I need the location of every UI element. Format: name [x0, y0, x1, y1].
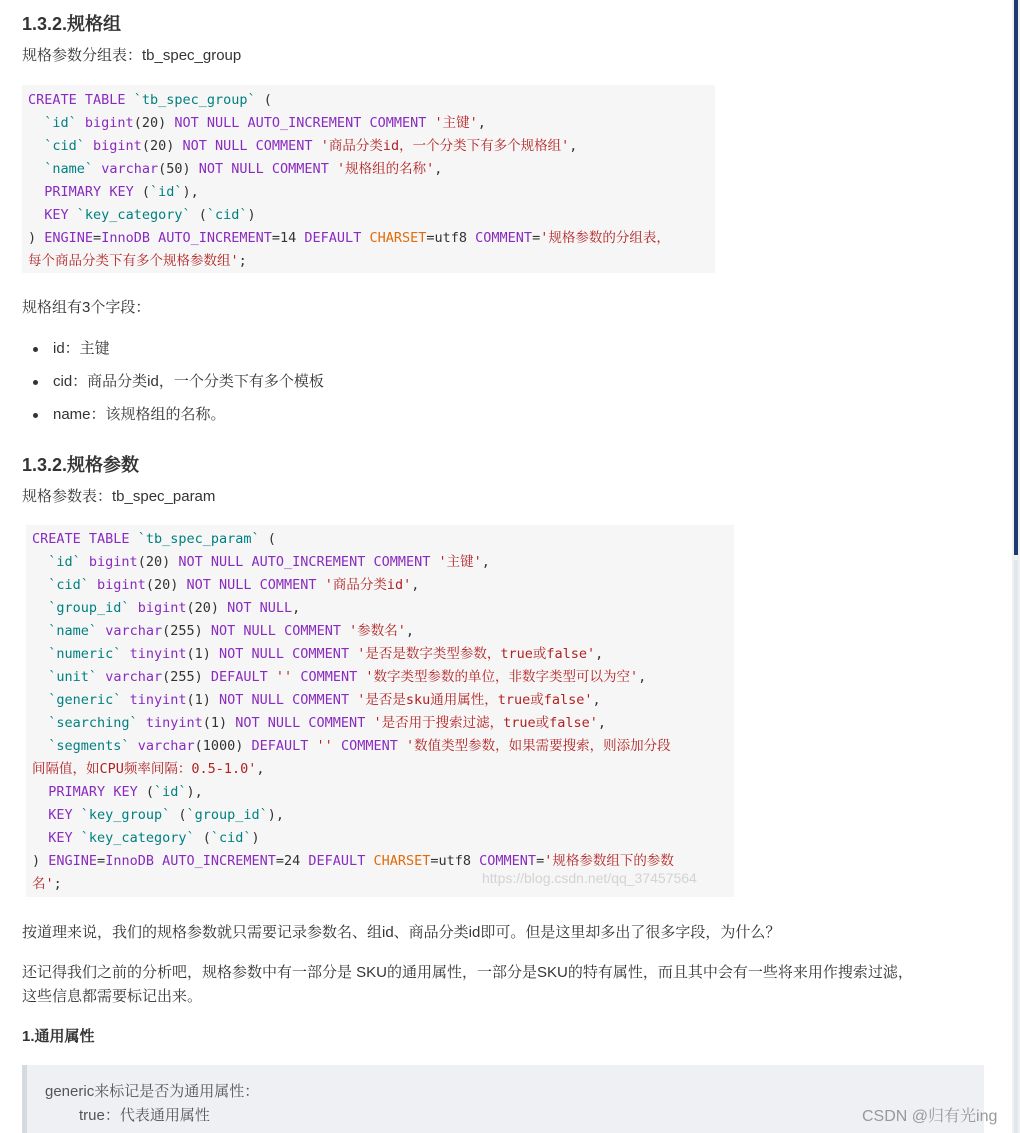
- list-item: cid：商品分类id，一个分类下有多个模板: [22, 371, 324, 393]
- quote-line: true：代表通用属性: [79, 1107, 210, 1124]
- code-line: `generic` tinyint(1) NOT NULL COMMENT '是否是sku通用属性，true或false',: [48, 692, 601, 708]
- code-line: KEY `key_category` (`cid`): [44, 207, 256, 223]
- code-line: 名';: [32, 876, 62, 892]
- fields-intro: 规格组有3个字段：: [22, 299, 151, 316]
- paragraph-sku-attributes-line1: 还记得我们之前的分析吧，规格参数中有一部分是 SKU的通用属性，一部分是SKU的特有属性，而且其中会有一些将来用作搜索过滤，: [22, 964, 913, 981]
- code-line: `id` bigint(20) NOT NULL AUTO_INCREMENT COMMENT '主键',: [48, 554, 490, 570]
- section-heading-generic: 1.通用属性: [22, 1028, 95, 1045]
- code-line: KEY `key_group` (`group_id`),: [48, 807, 285, 823]
- scrollbar[interactable]: [1012, 0, 1020, 1133]
- url-watermark: https://blog.csdn.net/qq_37457564: [482, 870, 697, 886]
- code-line: PRIMARY KEY (`id`),: [48, 784, 203, 800]
- code-line: `cid` bigint(20) NOT NULL COMMENT '商品分类id',: [48, 577, 420, 593]
- code-line: PRIMARY KEY (`id`),: [44, 184, 199, 200]
- code-line: 每个商品分类下有多个规格参数组';: [28, 253, 247, 269]
- code-block-spec-param: [26, 525, 734, 897]
- code-line: ) ENGINE=InnoDB AUTO_INCREMENT=14 DEFAULT CHARSET=utf8 COMMENT='规格参数的分组表，: [28, 230, 670, 246]
- code-line: `group_id` bigint(20) NOT NULL,: [48, 600, 301, 616]
- scrollbar-thumb[interactable]: [1014, 0, 1018, 555]
- code-line: CREATE TABLE `tb_spec_param` (: [32, 531, 276, 547]
- code-line: `unit` varchar(255) DEFAULT '' COMMENT '数字类型参数的单位，非数字类型可以为空',: [48, 669, 647, 685]
- code-line: CREATE TABLE `tb_spec_group` (: [28, 92, 272, 108]
- paragraph-sku-attributes-line2: 这些信息都需要标记出来。: [22, 988, 203, 1005]
- section-heading-spec-group: 1.3.2.规格组: [22, 14, 122, 34]
- code-line: ) ENGINE=InnoDB AUTO_INCREMENT=24 DEFAULT CHARSET=utf8 COMMENT='规格参数组下的参数: [32, 853, 674, 869]
- scrollbar-track: [1014, 560, 1018, 1133]
- table-intro-spec-group: 规格参数分组表：tb_spec_group: [22, 47, 242, 64]
- code-line: 间隔值，如CPU频率间隔：0.5-1.0',: [32, 761, 265, 777]
- code-block-spec-group: [22, 85, 715, 273]
- code-line: `numeric` tinyint(1) NOT NULL COMMENT '是否是数字类型参数，true或false',: [48, 646, 604, 662]
- code-line: `segments` varchar(1000) DEFAULT '' COMMENT '数值类型参数，如果需要搜索，则添加分段: [48, 738, 671, 754]
- blockquote-generic: [22, 1065, 984, 1133]
- code-line: `id` bigint(20) NOT NULL AUTO_INCREMENT COMMENT '主键',: [44, 115, 486, 131]
- code-line: `name` varchar(255) NOT NULL COMMENT '参数名',: [48, 623, 415, 639]
- paragraph-why-fields: 按道理来说，我们的规格参数就只需要记录参数名、组id、商品分类id即可。但是这里却多出了很多字段，为什么？: [22, 924, 781, 941]
- csdn-watermark: CSDN @归有光ing: [862, 1108, 998, 1125]
- table-intro-spec-param: 规格参数表：tb_spec_param: [22, 488, 216, 505]
- section-heading-spec-param: 1.3.2.规格参数: [22, 455, 140, 475]
- list-item: id：主键: [22, 338, 324, 360]
- fields-list: [22, 338, 324, 437]
- code-line: `cid` bigint(20) NOT NULL COMMENT '商品分类id，一个分类下有多个规格组',: [44, 138, 578, 154]
- code-line: `name` varchar(50) NOT NULL COMMENT '规格组的名称',: [44, 161, 443, 177]
- code-line: `searching` tinyint(1) NOT NULL COMMENT '是否用于搜索过滤，true或false',: [48, 715, 607, 731]
- list-item: name：该规格组的名称。: [22, 404, 324, 426]
- quote-line: generic来标记是否为通用属性：: [45, 1083, 260, 1100]
- code-line: KEY `key_category` (`cid`): [48, 830, 260, 846]
